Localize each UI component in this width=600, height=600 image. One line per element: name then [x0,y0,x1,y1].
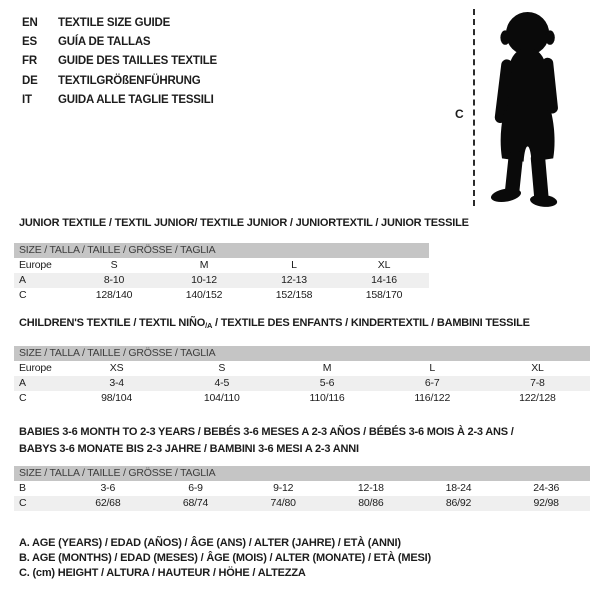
footnote-height: C. (cm) HEIGHT / ALTURA / HAUTEUR / HÖHE / ALTEZZA [19,567,306,579]
row-label: B [19,482,26,494]
table-row [14,376,590,391]
row-value: 10-12 [191,274,217,286]
table-row [14,288,429,303]
section-title-junior: JUNIOR TEXTILE / TEXTIL JUNIOR/ TEXTILE JUNIOR / JUNIORTEXTIL / JUNIOR TESSILE [19,217,469,229]
row-value: 24-36 [533,482,560,494]
row-value: 5-6 [319,377,335,389]
row-value: M [199,259,209,271]
height-measure-line [473,9,475,206]
junior-size-table [14,243,429,303]
row-label: C [19,392,27,404]
section-title-text: / TEXTILE DES ENFANTS / KINDERTEXTIL / BAMBINI TESSILE [212,317,530,329]
row-value: 98/104 [101,392,133,404]
row-value: S [110,259,118,271]
language-row [22,52,217,71]
row-value: XL [377,259,391,271]
section-title-children [19,317,530,330]
row-value: 86/92 [445,497,472,509]
table-row [14,273,429,288]
row-value: 3-4 [109,377,124,389]
footnote-age-years: A. AGE (YEARS) / EDAD (AÑOS) / ÂGE (ANS) / ALTER (JAHRE) / ETÀ (ANNI) [19,537,401,549]
row-value: 4-5 [214,377,230,389]
row-value: 3-6 [100,482,116,494]
row-value: 128/140 [95,289,133,301]
size-header-bar: SIZE / TALLA / TAILLE / GRÖSSE / TAGLIA [14,243,429,258]
babies-size-table [14,466,590,511]
footnote-age-months: B. AGE (MONTHS) / EDAD (MESES) / ÂGE (MOIS) / ALTER (MONATE) / ETÀ (MESI) [19,552,431,564]
language-row [22,91,217,110]
row-value: L [429,362,436,374]
row-label: A [19,274,26,286]
table-row [14,391,590,406]
language-list [22,13,217,110]
section-title-babies-line2: BABYS 3-6 MONATE BIS 2-3 JAHRE / BAMBINI 3-6 MESI A 2-3 ANNI [19,443,359,455]
row-value: XS [109,362,124,374]
row-value: 6-9 [188,482,203,494]
language-title: GUIDE DES TAILLES TEXTILE [58,55,217,68]
table-row [14,258,429,273]
table-row [14,481,590,496]
section-title-text: CHILDREN'S TEXTILE / TEXTIL NIÑO [19,317,206,329]
row-value: 74/80 [270,497,296,509]
row-label: C [19,289,27,301]
language-title: GUÍA DE TALLAS [58,36,151,49]
row-label: C [19,497,27,509]
row-value: 6-7 [424,377,440,389]
row-value: M [322,362,332,374]
row-value: 122/128 [519,392,556,404]
section-title-babies-line1: BABIES 3-6 MONTH TO 2-3 YEARS / BEBÉS 3-6 MESES A 2-3 AÑOS / BÉBÉS 3-6 MOIS À 2-3 ANS / [19,426,514,438]
row-value: 8-10 [103,274,125,286]
row-value: 12-18 [357,482,384,494]
language-code: DE [22,74,38,87]
row-value: 14-16 [371,274,397,286]
language-code: IT [22,94,32,107]
row-label: Europe [19,259,52,271]
section-title-subscript: /A [205,321,213,330]
language-row [22,32,217,51]
row-value: 140/152 [185,289,223,301]
row-value: 116/122 [414,392,451,404]
language-code: FR [22,55,37,68]
children-size-table [14,346,590,406]
table-row [14,496,590,511]
row-label: A [19,377,26,389]
row-value: 110/116 [309,392,345,404]
row-value: 80/86 [358,497,384,509]
row-value: 7-8 [530,377,545,389]
language-code: ES [22,36,37,49]
size-header-bar: SIZE / TALLA / TAILLE / GRÖSSE / TAGLIA [14,466,590,481]
row-value: 152/158 [275,289,313,301]
row-value: 104/110 [203,392,240,404]
language-title: TEXTILE SIZE GUIDE [58,16,171,29]
row-value: 158/170 [365,289,403,301]
row-value: 12-13 [281,274,307,286]
language-title: TEXTILGRÖßENFÜHRUNG [58,74,201,87]
language-row [22,71,217,90]
row-value: L [291,259,297,271]
row-value: 9-12 [273,482,294,494]
row-value: S [218,362,226,374]
figure-height-label: C [455,107,464,121]
table-row [14,361,590,376]
language-title: GUIDA ALLE TAGLIE TESSILI [58,94,214,107]
row-value: 68/74 [182,497,209,509]
size-header-bar: SIZE / TALLA / TAILLE / GRÖSSE / TAGLIA [14,346,590,361]
row-label: Europe [19,362,52,374]
row-value: 18-24 [445,482,472,494]
language-code: EN [22,16,38,29]
row-value: 92/98 [533,497,559,509]
baby-silhouette-icon [482,8,570,208]
language-row [22,13,217,32]
row-value: XL [531,362,544,374]
row-value: 62/68 [95,497,121,509]
